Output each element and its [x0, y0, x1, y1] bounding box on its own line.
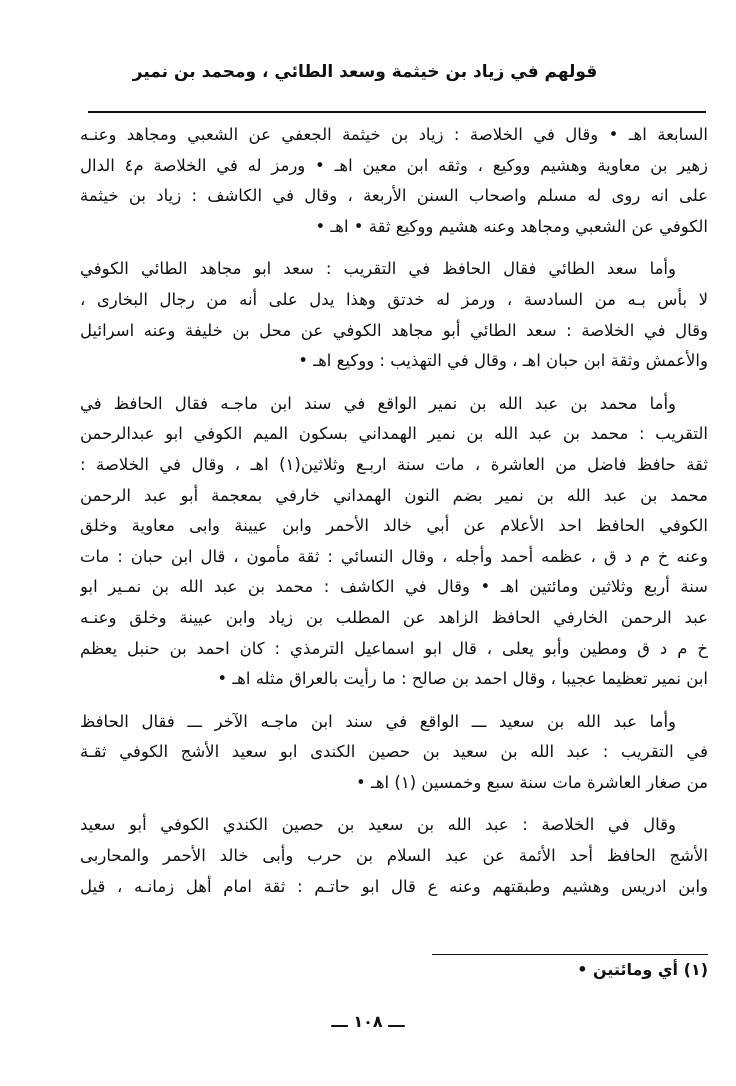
text-line: خ م د ق ومطين وأبو يعلى ، قال ابو اسماعيل الترمذي : كان احمد بن حنبل يعظم [80, 638, 708, 658]
text-line: ابن نمير تعظيما عجيبا ، وقال احمد بن صالح : ما رأيت بالعراق مثله اهـ • [217, 669, 708, 689]
text-line: وقال في الخلاصة : سعد الطائي أبو مجاهد الكوفي عن محل بن خليفة وعنه اسرائيل [80, 320, 708, 340]
text-line: وأما عبد الله بن سعيد ـــ الواقع في سند ابن ماجـه الآخر ـــ فقال الحافظ [80, 711, 676, 731]
text-line: الأشج الحافظ أحد الأئمة عن عبد السلام بن حرب وأبى خالد الأحمر والمحاربى [80, 846, 708, 866]
text-line: محمد بن عبد الله بن نمير بضم النون الهمداني خارفي بمعجمة أبو عبد الرحمن [80, 485, 708, 505]
text-line: لا بأس بـه من السادسة ، ورمز له خدتق وهذا يدل على أنه من رجال البخارى ، [80, 289, 708, 309]
footnote-rule [432, 954, 708, 955]
paragraph-4 [80, 707, 708, 799]
paragraph-3 [80, 389, 708, 695]
text-line: وعنه خ م د ق ، عظمه أحمد وأجله ، وقال النسائي : ثقة مأمون ، قال ابن حبان : مات [80, 546, 708, 566]
text-line: الكوفي عن الشعبي ومجاهد وعنه هشيم ووكيع ثقة • اهـ • [315, 216, 708, 236]
footnote: (١) أي ومائتين • [577, 960, 708, 979]
paragraph-1 [80, 120, 708, 242]
text-line: من صغار العاشرة مات سنة سبع وخمسين (١) اهـ • [356, 772, 708, 792]
page-number: ـــ ١٠٨ ـــ [331, 1012, 405, 1031]
text-line: سنة أربع وثلاثين ومائتين اهـ • وقال في الكاشف : محمد بن عبد الله بن نمـير ابو [80, 577, 708, 597]
body-text [80, 120, 708, 914]
paragraph-2 [80, 254, 708, 376]
text-line: وابن ادريس وهشيم وطبقتهم وعنه ع قال ابو حاتـم : ثقة امام أهل زمانـه ، قيل [80, 876, 708, 896]
text-line: ثقة حافظ فاضل من العاشرة ، مات سنة اربـع وثلاثين(١) اهـ ، وقال في الخلاصة : [80, 454, 708, 474]
text-line: على انه روى له مسلم واصحاب السنن الأربعة ، وقال في الكاشف : زياد بن خيثمة [80, 186, 708, 206]
page-header-title: قولهم في زياد بن خيثمة وسعد الطائي ، ومحمد بن نمير [132, 62, 598, 82]
text-line: زهير بن معاوية وهشيم ووكيع ، وثقه ابن معين اهـ • ورمز له في الخلاصة م٤ الدال [80, 155, 708, 175]
text-line: والأعمش وثقة ابن حبان اهـ ، وقال في التهذيب : ووكيع اهـ • [298, 351, 708, 371]
text-line: وأما سعد الطائي فقال الحافظ في التقريب : سعد ابو مجاهد الطائي الكوفي [80, 259, 676, 279]
text-line: التقريب : محمد بن عبد الله بن نمير الهمداني بسكون الميم الكوفي ابو عبدالرحمن [80, 424, 708, 444]
text-line: الكوفي الحافظ احد الأعلام عن أبي خالد الأحمر وابن عيينة وابى معاوية وخلق [80, 516, 708, 536]
text-line: السابعة اهـ • وقال في الخلاصة : زياد بن خيثمة الجعفي عن الشعبي ومجاهد وعنـه [80, 125, 708, 144]
text-line: عبد الرحمن الخارفي الحافظ الزاهد عن المطلب بن زياد وابن عيينة وخلق وعنـه [80, 607, 708, 627]
text-line: وقال في الخلاصة : عبد الله بن سعيد بن حصين الكندي الكوفي أبو سعيد [80, 815, 676, 835]
paragraph-5 [80, 810, 708, 902]
text-line: في التقريب : عبد الله بن سعيد بن حصين الكندى ابو سعيد الأشج الكوفي ثقـة [80, 742, 708, 762]
header-rule [88, 111, 706, 113]
text-line: وأما محمد بن عبد الله بن نمير الواقع في سند ابن ماجـه فقال الحافظ في [80, 393, 676, 413]
